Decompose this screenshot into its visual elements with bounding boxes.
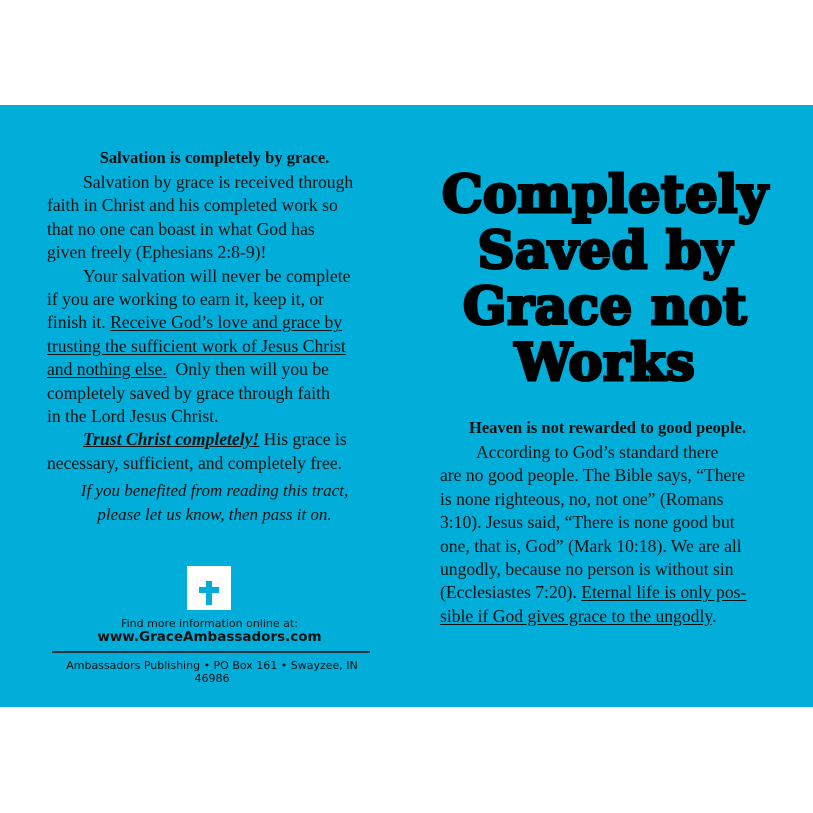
text-segment: is none righteous, no, not one” (Romans [440, 488, 724, 509]
emphasized-text: Receive God’s love and grace by [110, 312, 343, 333]
text-line [47, 358, 382, 381]
text-line [47, 452, 382, 475]
text-segment: Salvation by grace is received through [83, 172, 354, 192]
title-line: Grace not [463, 277, 747, 337]
text-line [440, 511, 775, 534]
text-line [47, 382, 382, 405]
text-line [440, 581, 775, 604]
text-line [47, 311, 382, 334]
tract-title [420, 167, 790, 391]
text-segment: faith in Christ and his completed work so [47, 195, 338, 216]
text-segment: completely saved by grace through faith [47, 382, 330, 403]
text-segment: ungodly, because no person is without sin [440, 558, 734, 579]
website-link[interactable]: www.GraceAmbassadors.com [97, 629, 322, 645]
text-segment: are no good people. The Bible says, “There [440, 465, 746, 486]
text-line [47, 171, 382, 194]
text-line [47, 288, 382, 311]
text-line [47, 194, 382, 217]
text-segment: Only then will you be [166, 359, 329, 380]
text-line [440, 488, 775, 511]
text-line [440, 605, 775, 628]
text-line [47, 265, 382, 288]
text-line [440, 464, 775, 487]
text-segment: (Ecclesiastes 7:20). [440, 582, 582, 603]
text-segment: that no one can boast in what God has [47, 218, 315, 239]
cross-logo-icon [187, 566, 231, 610]
text-segment: . [712, 605, 717, 626]
emphasized-text: and nothing else. [47, 359, 167, 380]
text-line [440, 558, 775, 581]
text-segment: given freely (Ephesians 2:8-9)! [47, 242, 267, 263]
right-body [440, 441, 775, 628]
publisher-info: Ambassadors Publishing • PO Box 161 • Swayzee, IN 46986 [66, 659, 358, 685]
right-column [440, 415, 775, 628]
text-segment: Your salvation will never be complete [83, 265, 351, 286]
text-segment: if you are working to earn it, keep it, or [47, 288, 325, 309]
text-line [47, 241, 382, 264]
emphasized-text: trusting the sufficient work of Jesus Christ [47, 335, 346, 356]
text-line [47, 428, 382, 451]
text-segment: in the Lord Jesus Christ. [47, 405, 219, 426]
emphasized-text: Eternal life is only pos- [581, 582, 747, 603]
tract-panel [0, 105, 813, 707]
title-line: Completely [441, 165, 769, 225]
text-line [47, 335, 382, 358]
text-segment: 3:10). Jesus said, “There is none good but [440, 512, 735, 533]
text-line [440, 441, 775, 464]
closing-note [47, 479, 382, 527]
left-column [47, 145, 382, 527]
title-line: Saved by [477, 221, 733, 281]
text-segment: finish it. [47, 312, 111, 333]
emphasized-text: sible if God gives grace to the ungodly [440, 605, 712, 626]
title-line: Works [514, 333, 696, 393]
text-segment: According to God’s standard there [476, 442, 719, 462]
left-heading: Salvation is completely by grace. [99, 148, 330, 167]
text-segment: necessary, sufficient, and completely free. [47, 452, 343, 473]
closing-line: please let us know, then pass it on. [97, 505, 332, 525]
text-segment: His grace is [259, 429, 347, 450]
text-segment: one, that is, God” (Mark 10:18). We are all [440, 535, 742, 556]
text-line [440, 535, 775, 558]
text-line [47, 405, 382, 428]
closing-line: If you benefited from reading this tract, [80, 481, 349, 501]
emphasized-text: Trust Christ completely! [83, 429, 260, 450]
text-line [47, 218, 382, 241]
find-more-text: Find more information online at: [121, 617, 298, 630]
divider [52, 651, 370, 653]
left-body [47, 171, 382, 475]
right-heading: Heaven is not rewarded to good people. [469, 418, 746, 437]
